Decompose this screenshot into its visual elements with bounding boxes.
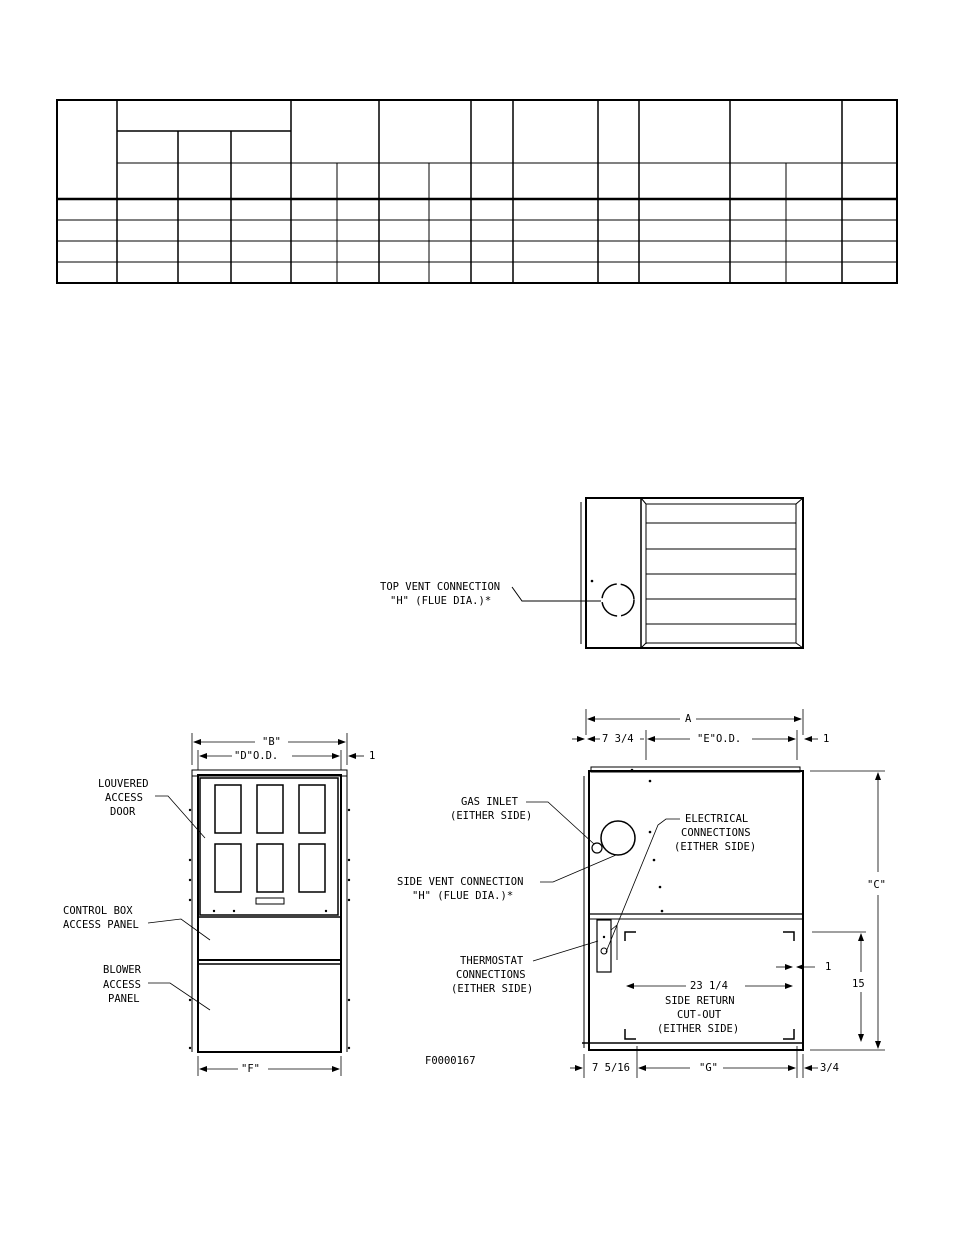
electrical-label-3: (EITHER SIDE) (674, 841, 757, 853)
gas-inlet-label-2: (EITHER SIDE) (450, 810, 533, 822)
thermostat-label-3: (EITHER SIDE) (451, 983, 534, 995)
dim-c: "C" (867, 879, 886, 891)
return-cutout-label-2: CUT-OUT (677, 1009, 722, 1021)
gas-inlet-circle (592, 843, 602, 853)
blower-label-3: PANEL (108, 993, 140, 1005)
electrical-label-2: CONNECTIONS (681, 827, 751, 839)
side-vent-circle (601, 821, 635, 855)
top-vent-circle (602, 584, 634, 616)
top-view (380, 498, 803, 648)
dim-b: "B" (262, 736, 281, 748)
dim-15: 15 (852, 978, 865, 990)
dim-23-1-4: 23 1/4 (690, 980, 728, 992)
gas-inlet-label-1: GAS INLET (461, 796, 518, 808)
dim-3-4: 3/4 (820, 1062, 839, 1074)
control-label-2: ACCESS PANEL (63, 919, 139, 931)
dim-a: A (685, 713, 692, 725)
return-cutout-label-1: SIDE RETURN (665, 995, 735, 1007)
dim-f: "F" (241, 1063, 260, 1075)
figure-number: F0000167 (425, 1055, 476, 1067)
thermostat-label-2: CONNECTIONS (456, 969, 526, 981)
front-view (63, 733, 375, 1076)
dim-front-offset: 1 (369, 750, 376, 762)
top-vent-label-2: "H" (FLUE DIA.)* (390, 595, 492, 607)
dim-e: "E"O.D. (697, 733, 742, 745)
dim-cutout-offset: 1 (825, 961, 832, 973)
spec-table (57, 100, 897, 283)
electrical-label-1: ELECTRICAL (685, 813, 749, 825)
thermostat-label-1: THERMOSTAT (460, 955, 524, 967)
dim-7-3-4: 7 3/4 (602, 733, 634, 745)
louvered-label-3: DOOR (110, 806, 136, 818)
dim-7-5-16: 7 5/16 (592, 1062, 630, 1074)
dim-top-right-1: 1 (823, 733, 830, 745)
louvered-label-1: LOUVERED (98, 778, 149, 790)
dim-g: "G" (699, 1062, 718, 1074)
side-view (397, 709, 886, 1078)
dim-d: "D"O.D. (234, 750, 279, 762)
top-vent-label-1: TOP VENT CONNECTION (380, 581, 501, 593)
louvered-label-2: ACCESS (105, 792, 143, 804)
blower-label-1: BLOWER (103, 964, 141, 976)
side-vent-label-1: SIDE VENT CONNECTION (397, 876, 524, 888)
return-cutout-label-3: (EITHER SIDE) (657, 1023, 740, 1035)
control-label-1: CONTROL BOX (63, 905, 133, 917)
blower-label-2: ACCESS (103, 979, 141, 991)
side-vent-label-2: "H" (FLUE DIA.)* (412, 890, 514, 902)
